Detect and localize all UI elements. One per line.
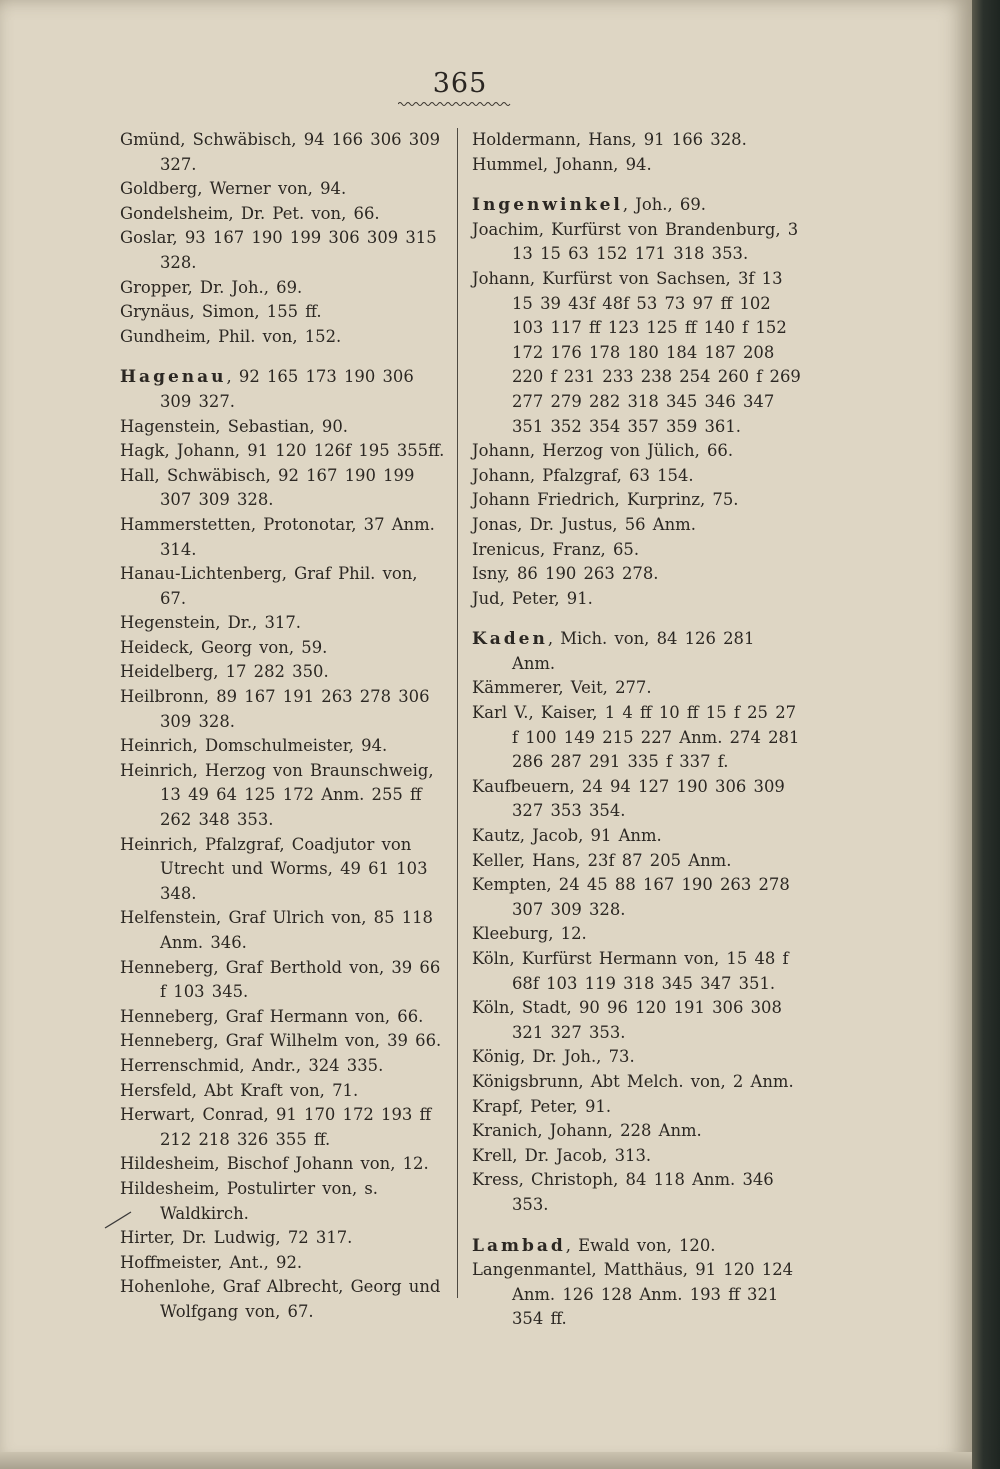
index-entry: Joachim, Kurfürst von Brandenburg, 3 13 15 63 152 171 318 353.	[472, 219, 799, 264]
index-entry: König, Dr. Joh., 73.	[472, 1047, 635, 1067]
page-number: 365	[432, 68, 488, 99]
index-entry: Johann, Pfalzgraf, 63 154.	[472, 465, 694, 485]
index-entry: Heinrich, Herzog von Braunschweig, 13 49 64 125 172 Anm. 255 ff 262 348 353.	[120, 760, 434, 830]
index-entry: Grynäus, Simon, 155 ff.	[120, 302, 322, 322]
index-entry: Herrenschmid, Andr., 324 335.	[120, 1055, 384, 1075]
index-lead-word: Ingenwinkel	[472, 195, 623, 216]
index-entry: Hummel, Johann, 94.	[472, 154, 652, 174]
index-entry: Kaufbeuern, 24 94 127 190 306 309 327 353 354.	[472, 776, 785, 821]
index-entry: Hildesheim, Bischof Johann von, 12.	[120, 1154, 429, 1174]
index-entry: Irenicus, Franz, 65.	[472, 539, 640, 559]
ornament-wavy-rule	[398, 101, 512, 107]
index-entry: Hagenstein, Sebastian, 90.	[120, 416, 348, 436]
index-entry: Kleeburg, 12.	[472, 924, 587, 944]
index-entry: Jud, Peter, 91.	[472, 588, 593, 608]
page-bottom-edge	[0, 1452, 972, 1469]
index-entry: Kress, Christoph, 84 118 Anm. 346 353.	[472, 1170, 774, 1214]
index-entry: Gropper, Dr. Joh., 69.	[120, 277, 303, 297]
index-entry-section-start: Lambad, Ewald von, 120.	[472, 1235, 716, 1256]
index-entry-section-start: Kaden, Mich. von, 84 126 281 Anm.	[472, 629, 755, 673]
index-entry: Hohenlohe, Graf Albrecht, Georg und Wolfgang von, 67.	[120, 1277, 441, 1321]
index-entry: Goslar, 93 167 190 199 306 309 315 328.	[120, 228, 437, 272]
index-entry: Heidelberg, 17 282 350.	[120, 662, 329, 682]
index-column-right	[472, 128, 802, 1332]
index-entry: Gundheim, Phil. von, 152.	[120, 326, 342, 346]
index-entry: Hegenstein, Dr., 317.	[120, 613, 301, 633]
index-entry: Heilbronn, 89 167 191 263 278 306 309 328.	[120, 687, 430, 731]
index-entry: Krell, Dr. Jacob, 313.	[472, 1145, 652, 1165]
index-lead-word: Kaden	[472, 629, 548, 650]
index-entry: Hoffmeister, Ant., 92.	[120, 1252, 303, 1272]
index-entry: Königsbrunn, Abt Melch. von, 2 Anm.	[472, 1071, 794, 1091]
index-entry: Heinrich, Pfalzgraf, Coadjutor von Utrecht und Worms, 49 61 103 348.	[120, 834, 428, 903]
index-entry: Hirter, Dr. Ludwig, 72 317.	[120, 1228, 353, 1248]
index-entry: Heinrich, Domschulmeister, 94.	[120, 736, 388, 756]
index-entry: Hammerstetten, Protonotar, 37 Anm. 314.	[120, 514, 435, 559]
index-column-left	[120, 128, 450, 1325]
index-entry: Isny, 86 190 263 278.	[472, 564, 659, 584]
index-entry: Heideck, Georg von, 59.	[120, 637, 328, 657]
handwritten-check-mark	[103, 1210, 133, 1230]
index-entry: Köln, Stadt, 90 96 120 191 306 308 321 327 353.	[472, 998, 782, 1042]
index-lead-word: Hagenau	[120, 367, 227, 388]
index-entry: Karl V., Kaiser, 1 4 ff 10 ff 15 f 25 27 f 100 149 215 227 Anm. 274 281 286 287 291 335 f 337 f.	[472, 703, 800, 772]
column-divider	[457, 128, 458, 1298]
index-entry: Langenmantel, Matthäus, 91 120 124 Anm. 126 128 Anm. 193 ff 321 354 ff.	[472, 1260, 794, 1329]
index-entry: Johann Friedrich, Kurprinz, 75.	[472, 490, 739, 510]
index-entry: Henneberg, Graf Wilhelm von, 39 66.	[120, 1031, 442, 1051]
index-entry-section-start: Hagenau, 92 165 173 190 306 309 327.	[120, 367, 414, 411]
index-entry: Gmünd, Schwäbisch, 94 166 306 309 327.	[120, 130, 441, 174]
index-entry: Hall, Schwäbisch, 92 167 190 199 307 309 328.	[120, 465, 415, 510]
book-spine-edge	[972, 0, 1000, 1469]
index-entry: Kautz, Jacob, 91 Anm.	[472, 826, 662, 846]
index-lead-word: Lambad	[472, 1235, 566, 1256]
index-entry: Gondelsheim, Dr. Pet. von, 66.	[120, 203, 380, 223]
index-entry: Helfenstein, Graf Ulrich von, 85 118 Anm. 346.	[120, 908, 433, 952]
index-entry: Kämmerer, Veit, 277.	[472, 678, 652, 698]
index-entry: Henneberg, Graf Hermann von, 66.	[120, 1006, 424, 1026]
index-entry: Kempten, 24 45 88 167 190 263 278 307 309 328.	[472, 875, 790, 919]
index-entry: Keller, Hans, 23f 87 205 Anm.	[472, 850, 732, 870]
index-entry: Holdermann, Hans, 91 166 328.	[472, 130, 747, 149]
index-entry: Henneberg, Graf Berthold von, 39 66 f 103 345.	[120, 957, 441, 1002]
index-entry: Hildesheim, Postulirter von, s. Waldkirch.	[120, 1178, 379, 1223]
index-entry: Krapf, Peter, 91.	[472, 1096, 612, 1116]
index-entry: Johann, Herzog von Jülich, 66.	[472, 441, 734, 461]
index-entry: Herwart, Conrad, 91 170 172 193 ff 212 218 326 355 ff.	[120, 1105, 432, 1149]
index-entry: Hagk, Johann, 91 120 126f 195 355ff.	[120, 441, 445, 461]
index-entry: Hanau-Lichtenberg, Graf Phil. von, 67.	[120, 564, 418, 608]
index-entry: Johann, Kurfürst von Sachsen, 3f 13 15 39 43f 48f 53 73 97 ff 102 103 117 ff 123 125 ff 140 f 152 172 176 178 180 184 187 208 220 f 231 233 238 254 260 f 269 277 279 282 318 345 346 347 351 352 354 357 359 361.	[472, 268, 801, 436]
index-entry: Jonas, Dr. Justus, 56 Anm.	[472, 514, 696, 534]
index-entry: Köln, Kurfürst Hermann von, 15 48 f 68f 103 119 318 345 347 351.	[472, 949, 789, 993]
index-entry: Hersfeld, Abt Kraft von, 71.	[120, 1080, 359, 1100]
index-entry-section-start: Ingenwinkel, Joh., 69.	[472, 195, 707, 216]
index-entry: Goldberg, Werner von, 94.	[120, 179, 347, 199]
index-entry: Kranich, Johann, 228 Anm.	[472, 1121, 702, 1141]
